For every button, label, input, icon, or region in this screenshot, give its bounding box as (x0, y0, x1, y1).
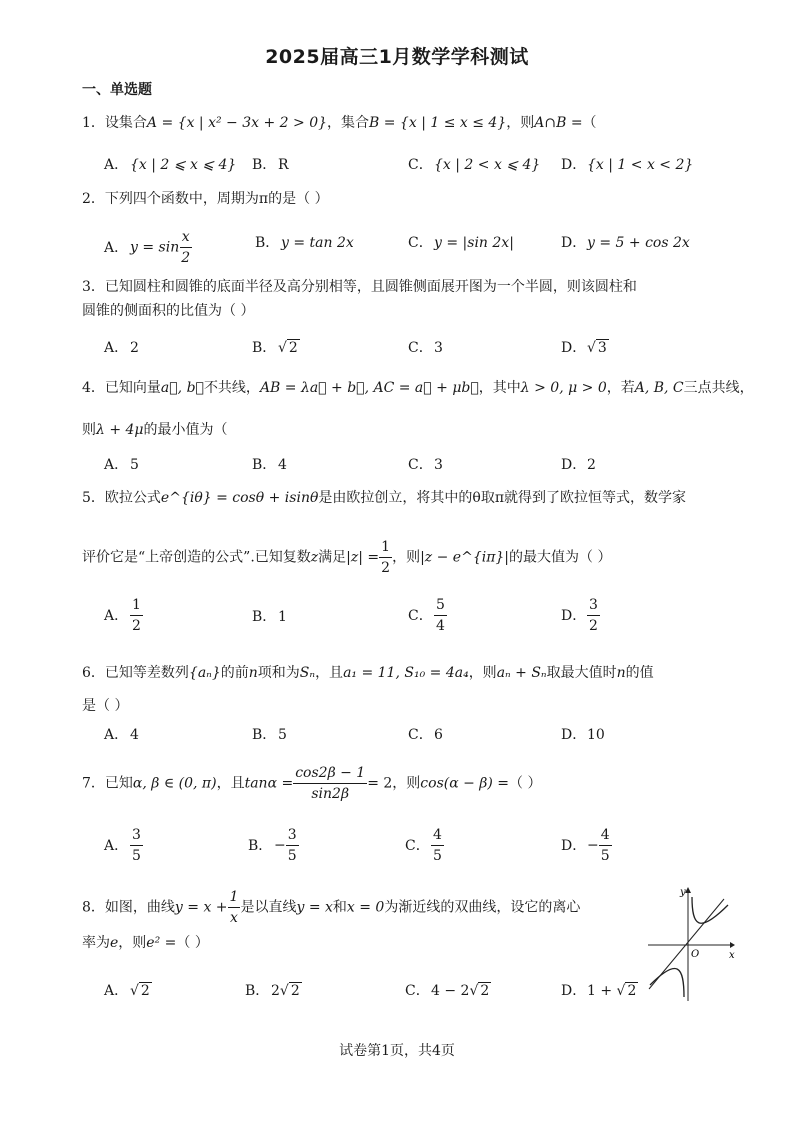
option-label: C． (405, 837, 430, 854)
numerator: x (180, 230, 192, 248)
option-label: A． (104, 239, 129, 256)
numerator: 1 (130, 598, 143, 616)
question-text: 取最大值时 (546, 665, 617, 681)
condition: |z| = (346, 549, 380, 566)
fraction (379, 540, 392, 575)
option-label: A． (104, 727, 129, 743)
option-label: B． (252, 727, 277, 743)
option-value: y = sin (130, 239, 180, 256)
question-number: 2． (82, 191, 105, 207)
option-label: D． (561, 727, 587, 743)
set-b: B = {x | 1 ≤ x ≤ 4} (369, 115, 507, 131)
question-text: 欧拉公式 (104, 490, 161, 506)
option-d (561, 455, 596, 475)
option-c (408, 455, 443, 475)
vectors: a⃗, b⃗ (160, 380, 204, 396)
question-1 (82, 113, 597, 133)
sequence: {aₙ} (188, 665, 221, 681)
fraction (434, 598, 447, 633)
option-label: C． (408, 340, 433, 356)
denominator: 4 (436, 618, 445, 634)
option-label: C． (408, 607, 433, 624)
option-label: C． (408, 235, 433, 251)
expression: cos(α − β) = (420, 775, 510, 792)
numerator: 3 (130, 828, 143, 846)
sum-symbol: Sₙ (299, 665, 316, 681)
option-b (252, 607, 287, 627)
radicand: 2 (627, 983, 637, 999)
question-text: 为渐近线的双曲线，设它的离心 (384, 899, 581, 916)
option-a (104, 230, 192, 265)
question-text: 不共线， (203, 380, 260, 396)
condition: α, β ∈ (0, π) (132, 775, 217, 792)
expression: tanα = (244, 775, 294, 792)
question-text: 率为 (82, 935, 110, 951)
expression: aₙ + Sₙ (496, 665, 547, 681)
question-text: 已知圆柱和圆锥的底面半径及高分别相等，且圆锥侧面展开图为一个半圆，则该圆柱和 (104, 279, 637, 295)
y-axis-arrow (685, 887, 691, 893)
option-c (408, 233, 514, 253)
option-label: A． (104, 340, 129, 356)
denominator: x (230, 910, 238, 926)
x-axis-label: x (729, 950, 735, 961)
option-c (408, 155, 540, 175)
question-3-line2 (82, 301, 254, 321)
option-label: B． (252, 609, 277, 625)
option-a (104, 598, 143, 633)
question-text: 满足 (318, 549, 347, 566)
option-d (561, 598, 600, 633)
numerator: 5 (434, 598, 447, 616)
euler-formula: e^{iθ} = cosθ + isinθ (160, 490, 319, 506)
question-6-line2 (82, 696, 128, 716)
question-number: 1． (82, 115, 105, 131)
radicand: 2 (288, 340, 298, 356)
numerator: 3 (286, 828, 299, 846)
question-text: 是由欧拉创立，将其中的θ取π就得到了欧拉恒等式，数学家 (318, 490, 687, 506)
question-text: 是（ ） (82, 698, 129, 714)
question-8 (82, 890, 580, 925)
coefficient: 1 + (587, 983, 617, 999)
question-5 (82, 488, 686, 508)
question-text: ，且 (216, 775, 245, 792)
option-value: R (278, 157, 289, 173)
question-text: 设集合 (104, 115, 147, 131)
option-value: 2 (130, 340, 139, 356)
denominator: 5 (600, 848, 610, 864)
numerator: cos2β − 1 (293, 766, 367, 784)
expression: = 2 (367, 775, 393, 792)
option-label: A． (104, 607, 129, 624)
option-c: C．4 − 2√ 2 (405, 983, 490, 999)
variable: n (248, 665, 258, 681)
question-5-line2 (82, 540, 611, 575)
option-a: A． √ 2 (104, 983, 150, 999)
question-text: （ (582, 115, 597, 131)
question-text: 的最大值为（ ） (509, 549, 612, 566)
question-text: ，则 (392, 549, 421, 566)
expression: |z − e^{iπ}| (420, 549, 510, 566)
sign: − (274, 837, 286, 854)
option-label: D． (561, 837, 587, 854)
condition: a₁ = 11, S₁₀ = 4a₄ (343, 665, 469, 681)
option-value: {x | 2 ⩽ x ⩽ 4} (130, 157, 237, 173)
question-text: ，集合 (327, 115, 370, 131)
condition: λ > 0, μ > 0 (520, 380, 607, 396)
coefficient: 2 (271, 983, 280, 999)
question-text: 是以直线 (240, 899, 297, 916)
origin-label: O (691, 949, 700, 960)
numerator: 3 (587, 598, 600, 616)
option-value: 10 (587, 727, 605, 743)
expression: y = x (296, 899, 333, 916)
numerator: 4 (599, 828, 612, 846)
page-title: 2025届高三1月数学学科测试 (265, 46, 529, 68)
fraction (293, 766, 367, 801)
option-value: 5 (278, 727, 287, 743)
option-value: y = 5 + cos 2x (587, 235, 690, 251)
numerator: 1 (379, 540, 392, 558)
numerator: 4 (431, 828, 444, 846)
y-axis-label: y (680, 887, 686, 898)
expression: x = 0 (346, 899, 385, 916)
question-text: 已知等差数列 (104, 665, 189, 681)
denominator: sin2β (311, 786, 350, 802)
question-text: 如图，曲线 (104, 899, 175, 916)
question-text: ，则 (392, 775, 421, 792)
question-text: 的最小值为（ (143, 422, 228, 438)
fraction (130, 828, 143, 863)
intersection-expr: A∩B = (534, 115, 583, 131)
option-d (561, 233, 690, 253)
variable: n (616, 665, 626, 681)
question-text: ，若 (606, 380, 635, 396)
option-label: B． (252, 157, 277, 173)
option-label: D． (561, 235, 587, 251)
question-3 (82, 277, 637, 297)
option-value: {x | 1 < x < 2} (587, 157, 694, 173)
points: A, B, C (634, 380, 684, 396)
radicand: 3 (597, 340, 607, 356)
denominator: 2 (381, 560, 391, 576)
denominator: 5 (287, 848, 297, 864)
option-value: 3 (434, 457, 443, 473)
question-text: ，其中 (478, 380, 521, 396)
denominator: 2 (589, 618, 598, 634)
option-label: A． (104, 457, 129, 473)
option-b (252, 725, 287, 745)
option-d (561, 155, 693, 175)
option-label: D． (561, 607, 587, 624)
option-label: B． (255, 235, 280, 251)
page-footer: 试卷第1页，共4页 (339, 1043, 455, 1059)
question-number: 3． (82, 279, 105, 295)
option-value: y = |sin 2x| (434, 235, 514, 251)
option-value: {x | 2 < x ⩽ 4} (434, 157, 541, 173)
option-d (561, 828, 612, 863)
option-value: 6 (434, 727, 443, 743)
question-text: ，则 (506, 115, 535, 131)
option-value: 2 (587, 457, 596, 473)
question-text: 则 (82, 422, 96, 438)
question-2 (82, 189, 329, 209)
numerator: 1 (228, 890, 241, 908)
hyperbola-graph (644, 885, 736, 1003)
coefficient: 4 − 2 (431, 983, 470, 999)
question-number: 6． (82, 665, 105, 681)
option-value: 3 (434, 340, 443, 356)
option-label: D． (561, 457, 587, 473)
question-8-line2 (82, 933, 209, 953)
option-value: y = tan 2x (281, 235, 354, 251)
option-value: 4 (130, 727, 139, 743)
expression: e² = (146, 935, 177, 951)
question-text: 项和为 (257, 665, 300, 681)
option-label: D． (561, 983, 587, 999)
question-text: ，则 (118, 935, 147, 951)
option-a (104, 155, 236, 175)
sign: − (587, 837, 599, 854)
question-text: 三点共线， (683, 380, 754, 396)
option-value: 1 (278, 609, 287, 625)
option-label: C． (408, 727, 433, 743)
option-b: B． 2√ 2 (245, 983, 300, 999)
fraction (179, 230, 192, 265)
option-label: B． (252, 457, 277, 473)
radicand: 2 (290, 983, 300, 999)
option-b (255, 233, 354, 253)
question-4 (82, 378, 754, 398)
option-d: D．√ 3 (561, 340, 607, 356)
option-c (405, 828, 444, 863)
question-text: 评价它是“上帝创造的公式”.已知复数 (82, 549, 311, 566)
option-label: B． (252, 340, 277, 356)
question-text: 已知向量 (104, 380, 161, 396)
question-text: （ ） (176, 935, 209, 951)
expression: y = x + (174, 899, 228, 916)
question-text: 圆锥的侧面积的比值为（ ） (82, 303, 255, 319)
option-label: B． (245, 983, 270, 999)
option-b (252, 155, 289, 175)
option-c (408, 598, 447, 633)
x-axis-arrow (730, 942, 735, 948)
question-4-line2 (82, 420, 228, 440)
option-label: D． (561, 340, 587, 356)
option-value: 5 (130, 457, 139, 473)
option-b (248, 828, 299, 863)
fraction (286, 828, 299, 863)
option-c (408, 725, 443, 745)
option-b (252, 455, 287, 475)
option-label: D． (561, 157, 587, 173)
denominator: 2 (132, 618, 141, 634)
option-d (561, 725, 605, 745)
option-a (104, 828, 143, 863)
option-d: D．1 + √ 2 (561, 983, 637, 999)
option-label: B． (248, 837, 273, 854)
fraction (587, 598, 600, 633)
question-text: 的值 (625, 665, 654, 681)
variable: z (310, 549, 319, 566)
option-c (408, 338, 443, 358)
option-value: 4 (278, 457, 287, 473)
option-label: A． (104, 157, 129, 173)
question-text: （ ） (509, 775, 542, 792)
radicand: 2 (480, 983, 490, 999)
question-text: ，且 (315, 665, 344, 681)
question-text: 的前 (220, 665, 249, 681)
vector-equations: AB = λa⃗ + b⃗, AC = a⃗ + μb⃗ (259, 380, 479, 396)
section-heading: 一、单选题 (82, 82, 152, 98)
hyperbola-branch-lower (650, 968, 684, 997)
option-label: C． (408, 157, 433, 173)
expression: λ + 4μ (96, 422, 144, 438)
question-text: 已知 (104, 775, 133, 792)
denominator: 5 (433, 848, 442, 864)
option-label: A． (104, 837, 129, 854)
option-a (104, 455, 139, 475)
set-a: A = {x | x² − 3x + 2 > 0} (146, 115, 328, 131)
question-number: 4． (82, 380, 105, 396)
fraction (599, 828, 612, 863)
option-label: C． (408, 457, 433, 473)
option-label: C． (405, 983, 430, 999)
question-text: ，则 (468, 665, 497, 681)
question-number: 7． (82, 775, 105, 792)
denominator: 5 (132, 848, 141, 864)
question-number: 5． (82, 490, 105, 506)
option-a (104, 725, 139, 745)
fraction (228, 890, 241, 925)
question-6 (82, 663, 654, 683)
option-a (104, 338, 139, 358)
radicand: 2 (140, 983, 150, 999)
fraction (130, 598, 143, 633)
fraction (431, 828, 444, 863)
variable: e (110, 935, 119, 951)
option-b: B． √ 2 (252, 340, 298, 356)
option-label: A． (104, 983, 129, 999)
denominator: 2 (181, 250, 191, 266)
question-number: 8． (82, 899, 105, 916)
question-7 (82, 766, 542, 801)
question-text: 下列四个函数中，周期为π的是（ ） (104, 191, 329, 207)
question-text: 和 (332, 899, 347, 916)
